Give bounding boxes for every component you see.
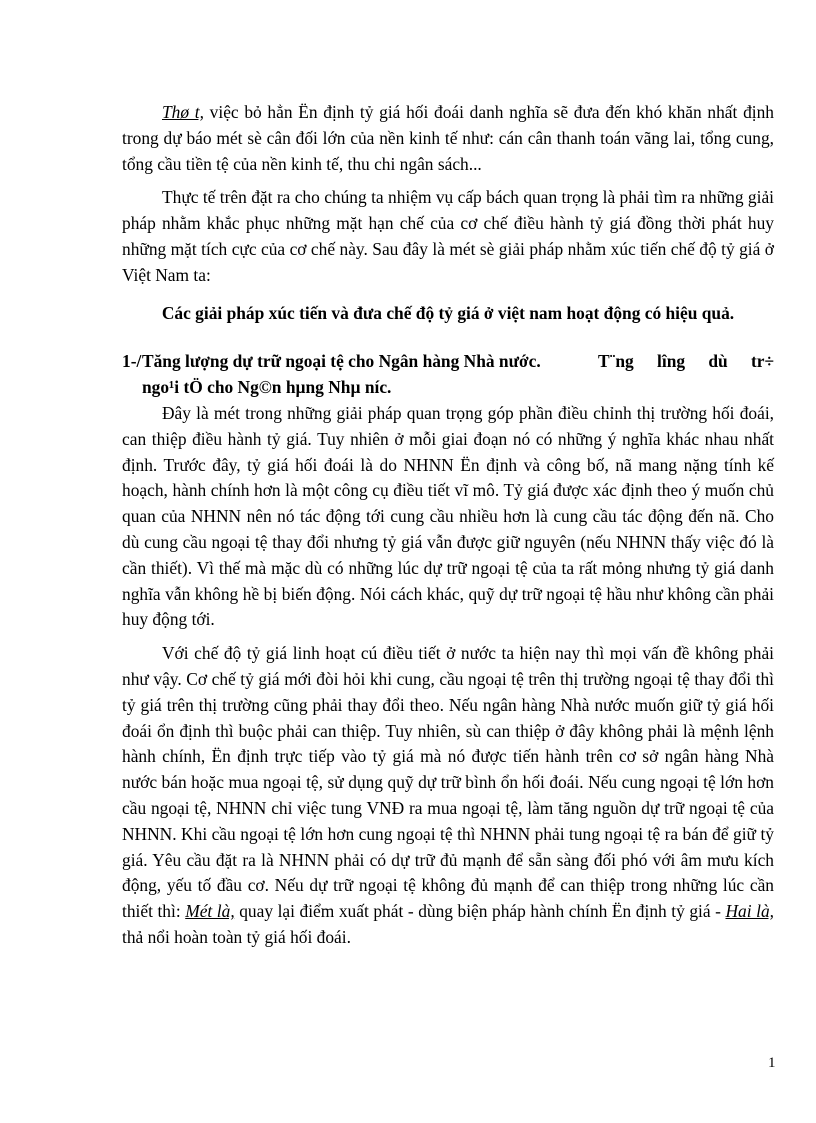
- section-heading: Các giải pháp xúc tiến và đưa chế độ tỷ giá ở việt nam hoạt động có hiệu quả.: [161, 302, 735, 323]
- paragraph-1-lead: Thø t,: [162, 102, 204, 122]
- paragraph-4-second-label: Hai là,: [725, 901, 775, 922]
- document-page: [122, 100, 774, 951]
- subsection-number: 1-/: [122, 351, 142, 372]
- paragraph-1-body: việc bỏ hẳn Ën định tỷ giá hối đoái danh nghĩa sẽ đưa đến khó khăn nhất định trong dự báo mét sè cân đối lớn của nền kinh tế như: cán cân thanh toán vãng lai, tổng cung, tổng cầu tiền tệ của nền kinh tế, thu chi ngân sách...: [122, 102, 774, 174]
- subsection-title-text: Tăng lượng dự trữ ngoại tệ cho Ngân hàng Nhà nước.: [142, 351, 541, 372]
- paragraph-4-end: thả nổi hoàn toàn tỷ giá hối đoái.: [122, 926, 351, 947]
- paragraph-3: Đây là mét trong những giải pháp quan trọng góp phần điều chỉnh thị trường hối đoái, can thiệp điều hành tỷ giá. Tuy nhiên ở mỗi giai đoạn nó có những ý nghĩa khác nhau nhất định. Trước đây, tỷ giá hối đoái là do NHNN Ën định và công bố, nã mang nặng tính kế hoạch, hành chính hơn là một công cụ điều tiết vĩ mô. Tỷ giá được xác định theo ý muốn chủ quan của NHNN nên nó tác động tới cung cầu nhiều hơn là cung cầu tác động đến nã. Cho dù cung cầu ngoại tệ thay đổi nhưng tỷ giá vẫn được giữ nguyên (nếu NHNN thấy việc đó là cần thiết). Vì thế mà mặc dù có những lúc dự trữ ngoại tệ của ta rất mỏng nhưng tỷ giá danh nghĩa vẫn không hề bị biến động. Nói cách khác, quỹ dự trữ ngoại tệ hầu như không cần phải huy động tới.: [122, 402, 774, 630]
- subsection-garbled-text-2: ngo¹i tÖ cho Ng©n hµng Nhµ níc.: [142, 377, 392, 398]
- paragraph-4-first-label: Mét là,: [185, 901, 235, 922]
- subsection-garbled-text-1: T¨ng lîng dù tr÷: [598, 351, 774, 372]
- subsection-title: [122, 349, 774, 401]
- paragraph-4: [122, 641, 774, 951]
- paragraph-4-body: Với chế độ tỷ giá linh hoạt cú điều tiết ở nước ta hiện nay thì mọi vấn đề không phải như vậy. Cơ chế tỷ giá mới đòi hỏi khi cung, cầu ngoại tệ trên thị trường ngoại tệ thay đổi thì tỷ giá trên thị trường cũng phải thay đổi theo. Nếu ngân hàng Nhà nước muốn giữ tỷ giá hối đoái ổn định thì buộc phải can thiệp. Tuy nhiên, sù can thiệp ở đây không phải là mệnh lệnh hành chính, Ën định trực tiếp vào tỷ giá mà nó được tiến hành trên cơ sở ngân hàng Nhà nước bán hoặc mua ngoại tệ, sử dụng quỹ dự trữ bình ổn hối đoái. Nếu cung ngoại tệ lớn hơn cầu ngoại tệ, NHNN chỉ việc tung VNĐ ra mua ngoại tệ, làm tăng nguồn dự trữ ngoại tệ của NHNN. Khi cầu ngoại tệ lớn hơn cung ngoại tệ thì NHNN phải tung ngoại tệ ra bán để giữ tỷ giá. Yêu cầu đặt ra là NHNN phải có dự trữ đủ mạnh để sẵn sàng đối phó với âm mưu kích động, yếu tố đầu cơ. Nếu dự trữ ngoại tệ không đủ mạnh để can thiệp trong những lúc cần thiết thì:: [122, 643, 774, 922]
- paragraph-2: Thực tế trên đặt ra cho chúng ta nhiệm vụ cấp bách quan trọng là phải tìm ra những giải pháp nhằm khắc phục những mặt hạn chế của cơ chế điều hành tỷ giá đồng thời phát huy những mặt tích cực của cơ chế này. Sau đây là mét sè giải pháp nhằm xúc tiến chế độ tỷ giá ở Việt Nam ta:: [122, 187, 774, 285]
- page-number: 1: [768, 1055, 776, 1071]
- paragraph-4-mid: quay lại điểm xuất phát - dùng biện pháp hành chính Ën định tỷ giá -: [234, 901, 726, 922]
- paragraph-1: [122, 100, 774, 177]
